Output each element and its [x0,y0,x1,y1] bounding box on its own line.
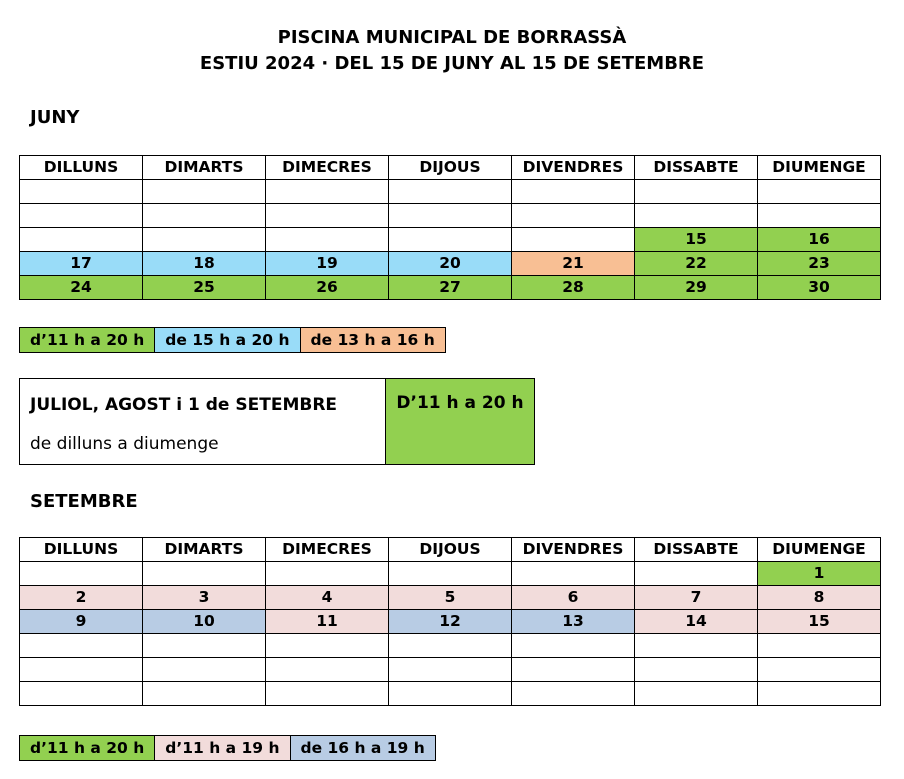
calendar-day-cell: 10 [143,610,266,634]
legend-item: de 13 h a 16 h [301,328,445,352]
weekday-header: DIMECRES [266,538,389,562]
summer-days: de dilluns a diumenge [30,434,219,454]
calendar-week-row [20,682,881,706]
calendar-day-cell [389,682,512,706]
calendar-day-cell: 21 [512,252,635,276]
legend-item: de 15 h a 20 h [155,328,300,352]
calendar-week-row [20,204,881,228]
calendar-day-cell [266,562,389,586]
calendar-day-cell [758,180,881,204]
calendar-day-cell [143,562,266,586]
calendar-day-cell: 28 [512,276,635,300]
calendar-day-cell [389,634,512,658]
calendar-day-cell: 20 [389,252,512,276]
calendar-day-cell [512,228,635,252]
calendar-week-row [20,586,881,610]
calendar-day-cell [20,228,143,252]
june-legend [19,327,446,353]
calendar-day-cell: 17 [20,252,143,276]
calendar-day-cell: 27 [389,276,512,300]
calendar-day-cell [143,228,266,252]
weekday-header: DIJOUS [389,538,512,562]
weekday-header: DIMECRES [266,156,389,180]
calendar-week-row [20,252,881,276]
calendar-day-cell: 16 [758,228,881,252]
calendar-day-cell [512,204,635,228]
summer-period [20,379,386,464]
calendar-day-cell [635,682,758,706]
calendar-day-cell: 7 [635,586,758,610]
calendar-day-cell [20,562,143,586]
calendar-day-cell: 2 [20,586,143,610]
calendar-day-cell [389,204,512,228]
calendar-day-cell [143,682,266,706]
calendar-day-cell [20,634,143,658]
calendar-day-cell [512,634,635,658]
calendar-day-cell [20,180,143,204]
calendar-day-cell: 6 [512,586,635,610]
june-calendar [19,155,881,300]
calendar-day-cell [266,228,389,252]
calendar-week-row [20,658,881,682]
calendar-day-cell [512,682,635,706]
weekday-header: DILLUNS [20,538,143,562]
calendar-day-cell: 18 [143,252,266,276]
legend-item: d’11 h a 20 h [20,328,155,352]
calendar-day-cell [758,682,881,706]
calendar-day-cell [143,204,266,228]
weekday-header: DIVENDRES [512,538,635,562]
calendar-week-row [20,562,881,586]
calendar-day-cell [512,562,635,586]
summer-schedule-box [19,378,535,465]
calendar-day-cell: 11 [266,610,389,634]
title-line-1: PISCINA MUNICIPAL DE BORRASSÀ [277,27,627,48]
calendar-day-cell [266,658,389,682]
calendar-day-cell [512,180,635,204]
calendar-day-cell [266,634,389,658]
calendar-day-cell [635,658,758,682]
legend-item: de 16 h a 19 h [291,736,435,760]
calendar-day-cell [512,658,635,682]
june-heading: JUNY [30,107,80,128]
calendar-day-cell [143,634,266,658]
calendar-week-row [20,276,881,300]
calendar-day-cell [758,204,881,228]
calendar-day-cell [389,228,512,252]
weekday-header: DIUMENGE [758,538,881,562]
weekday-header: DISSABTE [635,156,758,180]
weekday-header-row [20,538,881,562]
legend-item: d’11 h a 19 h [155,736,290,760]
calendar-day-cell: 8 [758,586,881,610]
weekday-header: DISSABTE [635,538,758,562]
legend-item: d’11 h a 20 h [20,736,155,760]
calendar-day-cell: 4 [266,586,389,610]
calendar-week-row [20,610,881,634]
calendar-day-cell [266,682,389,706]
calendar-day-cell: 13 [512,610,635,634]
calendar-day-cell: 25 [143,276,266,300]
calendar-day-cell [20,682,143,706]
calendar-day-cell [389,180,512,204]
calendar-day-cell: 1 [758,562,881,586]
calendar-week-row [20,634,881,658]
calendar-day-cell [266,180,389,204]
calendar-week-row [20,228,881,252]
title-line-2: ESTIU 2024 · DEL 15 DE JUNY AL 15 DE SETEMBRE [199,53,705,74]
weekday-header: DILLUNS [20,156,143,180]
calendar-day-cell: 22 [635,252,758,276]
weekday-header: DIVENDRES [512,156,635,180]
weekday-header: DIJOUS [389,156,512,180]
summer-months: JULIOL, AGOST i 1 de SETEMBRE [30,395,338,415]
calendar-day-cell [143,658,266,682]
calendar-day-cell: 15 [758,610,881,634]
calendar-day-cell: 15 [635,228,758,252]
summer-hours: D’11 h a 20 h [386,379,534,464]
calendar-day-cell [635,204,758,228]
weekday-header: DIUMENGE [758,156,881,180]
calendar-day-cell: 30 [758,276,881,300]
weekday-header: DIMARTS [143,538,266,562]
calendar-day-cell: 19 [266,252,389,276]
calendar-day-cell [143,180,266,204]
calendar-day-cell [758,634,881,658]
calendar-day-cell: 14 [635,610,758,634]
calendar-week-row [20,180,881,204]
calendar-day-cell [635,562,758,586]
weekday-header-row [20,156,881,180]
calendar-day-cell: 29 [635,276,758,300]
september-legend [19,735,436,761]
calendar-day-cell [389,658,512,682]
weekday-header: DIMARTS [143,156,266,180]
calendar-day-cell: 24 [20,276,143,300]
calendar-day-cell [389,562,512,586]
calendar-day-cell: 26 [266,276,389,300]
calendar-day-cell [635,634,758,658]
calendar-day-cell [266,204,389,228]
calendar-day-cell [758,658,881,682]
september-heading: SETEMBRE [30,491,138,512]
calendar-day-cell: 9 [20,610,143,634]
september-calendar [19,537,881,706]
calendar-day-cell: 5 [389,586,512,610]
calendar-day-cell: 12 [389,610,512,634]
calendar-day-cell [635,180,758,204]
calendar-day-cell: 3 [143,586,266,610]
calendar-day-cell [20,658,143,682]
calendar-day-cell [20,204,143,228]
calendar-day-cell: 23 [758,252,881,276]
